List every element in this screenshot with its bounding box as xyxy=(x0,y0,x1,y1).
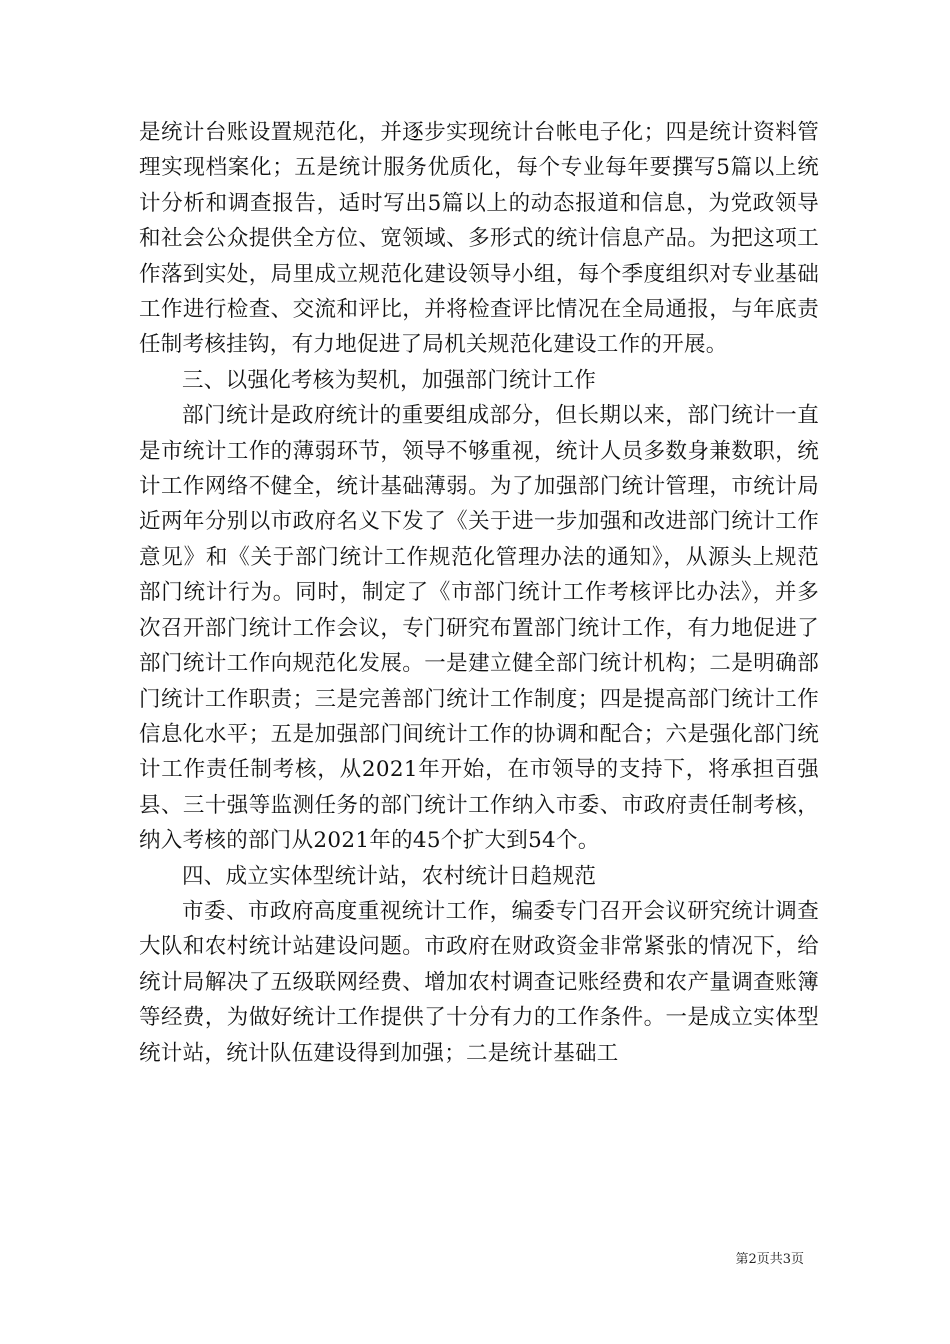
section-heading-four: 四、成立实体型统计站，农村统计日趋规范 xyxy=(182,863,597,889)
document-body xyxy=(139,115,819,1071)
section-heading-three: 三、以强化考核为契机，加强部门统计工作 xyxy=(182,367,597,393)
paragraph-standards-continuation: 是统计台账设置规范化，并逐步实现统计台帐电子化；四是统计资料管理实现档案化；五是统计服务优质化，每个专业每年要撰写5篇以上统计分析和调查报告，适时写出5篇以上的动态报道和信息，为党政领导和社会公众提供全方位、宽领域、多形式的统计信息产品。为把这项工作落到实处，局里成立规范化建设领导小组，每个季度组织对专业基础工作进行检查、交流和评比，并将检查评比情况在全局通报，与年底责任制考核挂钩，有力地促进了局机关规范化建设工作的开展。 xyxy=(139,120,819,358)
paragraph-rural-statistics: 市委、市政府高度重视统计工作，编委专门召开会议研究统计调查大队和农村统计站建设问题。市政府在财政资金非常紧张的情况下，给统计局解决了五级联网经费、增加农村调查记账经费和农产量调查账簿等经费，为做好统计工作提供了十分有力的工作条件。一是成立实体型统计站，统计队伍建设得到加强；二是统计基础工 xyxy=(139,898,819,1066)
paragraph-department-statistics: 部门统计是政府统计的重要组成部分，但长期以来，部门统计一直是市统计工作的薄弱环节，领导不够重视，统计人员多数身兼数职，统计工作网络不健全，统计基础薄弱。为了加强部门统计管理，市统计局近两年分别以市政府名义下发了《关于进一步加强和改进部门统计工作意见》和《关于部门统计工作规范化管理办法的通知》，从源头上规范部门统计行为。同时，制定了《市部门统计工作考核评比办法》，并多次召开部门统计工作会议，专门研究布置部门统计工作，有力地促进了部门统计工作向规范化发展。一是建立健全部门统计机构；二是明确部门统计工作职责；三是完善部门统计工作制度；四是提高部门统计工作信息化水平；五是加强部门间统计工作的协调和配合；六是强化部门统计工作责任制考核，从2021年开始，在市领导的支持下，将承担百强县、三十强等监测任务的部门统计工作纳入市委、市政府责任制考核，纳入考核的部门从2021年的45个扩大到54个。 xyxy=(139,403,819,854)
page-number-footer: 第2页共3页 xyxy=(735,1252,804,1267)
